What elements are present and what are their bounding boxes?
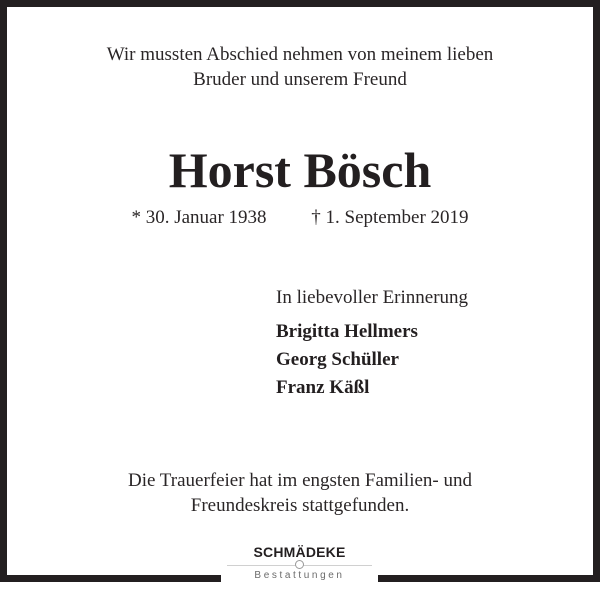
mourner-name: Franz Käßl <box>276 377 370 398</box>
deceased-name: Horst Bösch <box>168 142 432 198</box>
mourner-name: Brigitta Hellmers <box>276 321 418 342</box>
funeral-home-logo <box>221 544 378 589</box>
intro-line: Wir mussten Abschied nehmen von meinem lieben <box>106 44 494 65</box>
logo-divider <box>227 560 372 570</box>
funeral-home-name: SCHMÄDEKE <box>253 544 346 560</box>
intro-line: Bruder und unserem Freund <box>193 69 407 90</box>
frame-border-bottom-right <box>378 575 600 582</box>
ceremony-line: Freundeskreis stattgefunden. <box>190 495 410 516</box>
death-date: † 1. September 2019 <box>311 207 469 228</box>
ceremony-line: Die Trauerfeier hat im engsten Familien- und <box>127 470 473 491</box>
ceremony-text <box>0 468 600 518</box>
frame-border-top <box>0 0 600 7</box>
ring-icon <box>295 560 304 569</box>
frame-border-bottom-left <box>0 575 221 582</box>
mourners-list <box>276 318 418 402</box>
life-dates <box>0 206 600 230</box>
mourner-name: Georg Schüller <box>276 349 399 370</box>
remembrance-label: In liebevoller Erinnerung <box>276 287 469 308</box>
intro-text <box>0 42 600 92</box>
funeral-home-subtitle: Bestattungen <box>254 570 345 581</box>
birth-date: * 30. Januar 1938 <box>131 207 267 228</box>
